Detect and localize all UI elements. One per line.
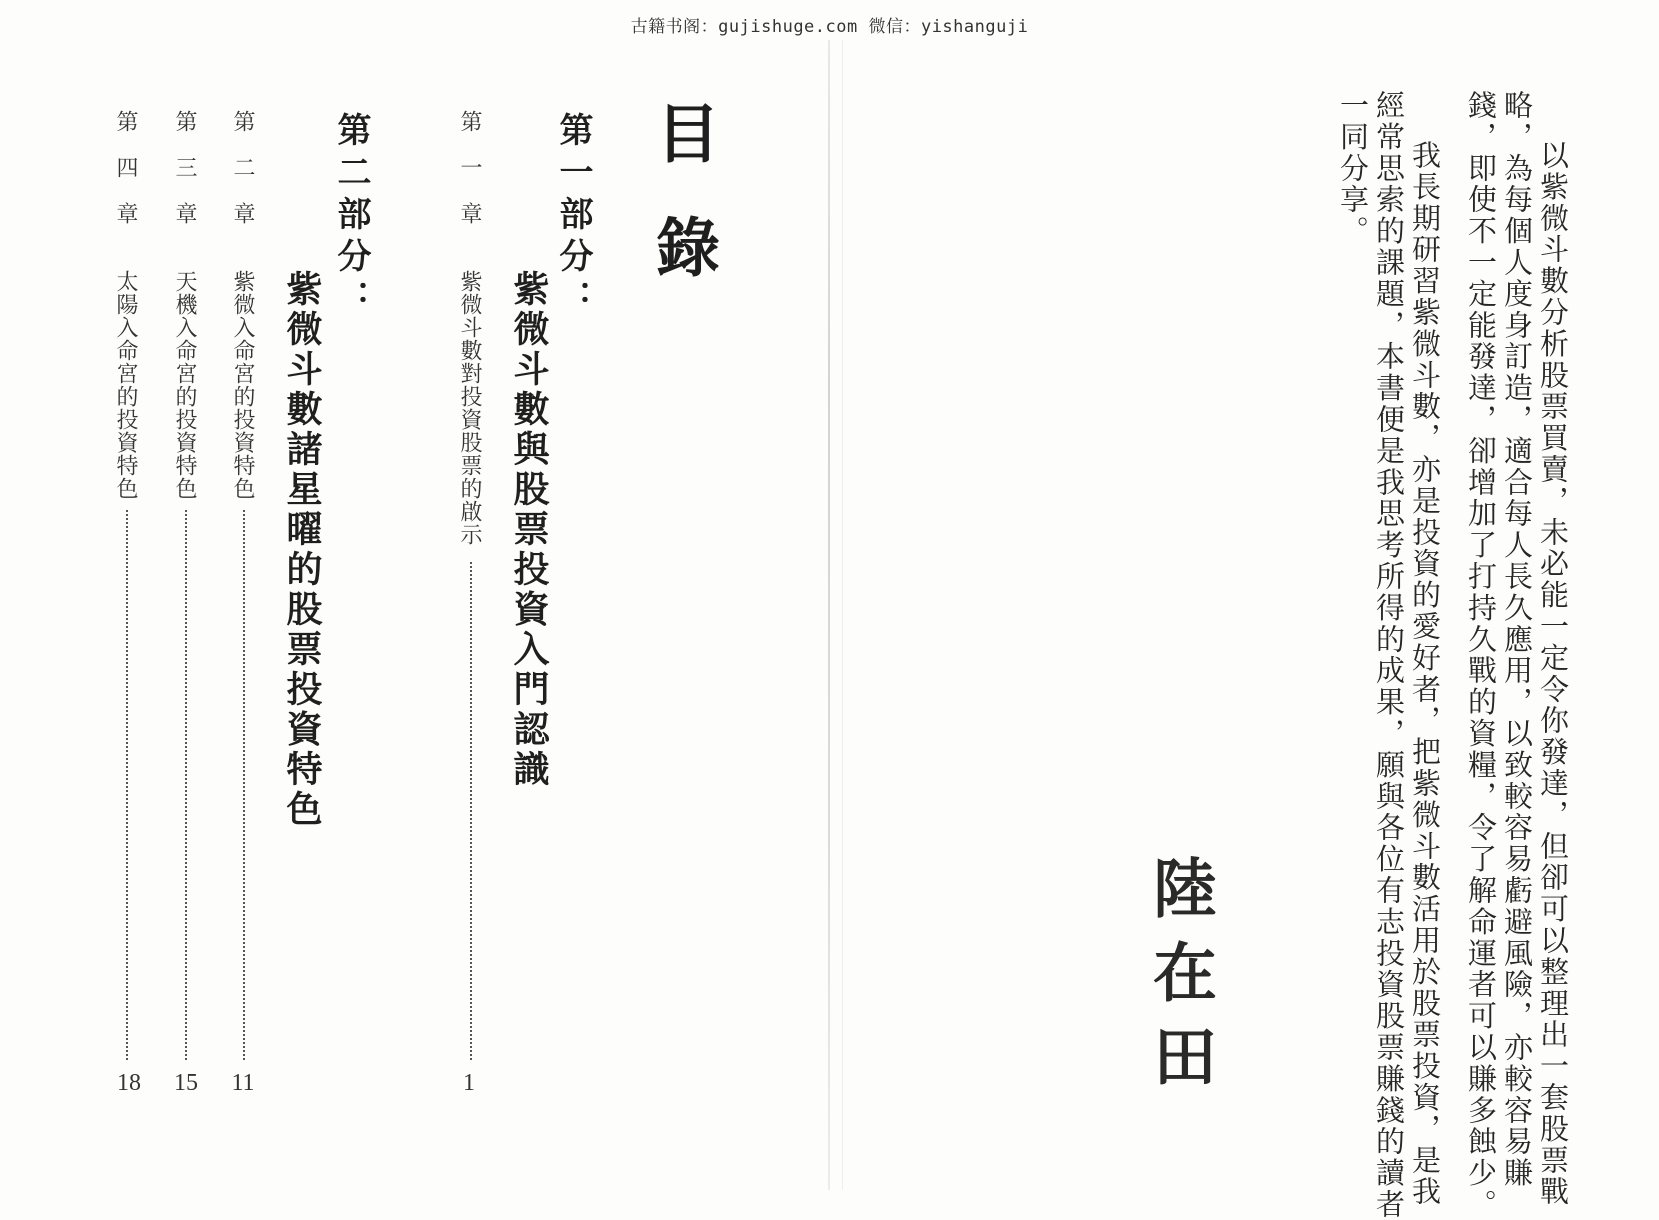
part-1-label: 第一部分：	[553, 112, 593, 322]
preface-column-1: 以紫微斗數分析股票買賣，未必能一定令你發達，但卻可以整理出一套股票戰	[1536, 140, 1570, 1208]
chapter-3-page-number: 15	[174, 1070, 198, 1096]
chapter-4-label: 第四章	[113, 110, 138, 248]
chapter-2-label: 第二章	[230, 110, 255, 248]
chapter-3-label: 第三章	[172, 110, 197, 248]
part-1-title: 紫微斗數與股票投資入門認識	[508, 270, 549, 790]
preface-column-6: 一同分享。	[1336, 90, 1370, 247]
chapter-3-leader	[185, 510, 187, 1060]
preface-column-5: 經常思索的課題，本書便是我思考所得的成果，願與各位有志投資股票賺錢的讀者	[1372, 90, 1406, 1220]
book-spine	[828, 40, 830, 1190]
chapter-1-page-number: 1	[463, 1070, 475, 1096]
author-name: 陸在田	[1142, 855, 1216, 1107]
chapter-2-leader	[243, 510, 245, 1060]
chapter-3-title: 天機入命宮的投資特色	[172, 270, 197, 500]
preface-column-3: 錢，即使不一定能發達，卻增加了打持久戰的資糧，令了解命運者可以賺多蝕少。	[1464, 90, 1498, 1220]
toc-heading: 目錄	[645, 100, 719, 328]
chapter-4-title: 太陽入命宮的投資特色	[113, 270, 138, 500]
chapter-4-leader	[126, 510, 128, 1060]
chapter-4-page-number: 18	[117, 1070, 141, 1096]
watermark: 古籍书阁：gujishuge.com 微信：yishanguji	[630, 17, 1029, 37]
chapter-1-title: 紫微斗數對投資股票的啟示	[457, 270, 482, 546]
chapter-2-page-number: 11	[231, 1070, 255, 1096]
part-2-title: 紫微斗數諸星曜的股票投資特色	[281, 270, 322, 830]
chapter-2-title: 紫微入命宮的投資特色	[230, 270, 255, 500]
chapter-1-leader	[470, 562, 472, 1060]
part-2-label: 第二部分：	[331, 112, 371, 322]
chapter-1-label: 第一章	[457, 110, 482, 248]
preface-column-4: 我長期研習紫微斗數，亦是投資的愛好者，把紫微斗數活用於股票投資，是我	[1408, 140, 1442, 1208]
preface-column-2: 略，為每個人度身訂造，適合每人長久應用，以致較容易虧避風險，亦較容易賺	[1500, 90, 1534, 1189]
book-spine-shadow	[842, 40, 843, 1190]
